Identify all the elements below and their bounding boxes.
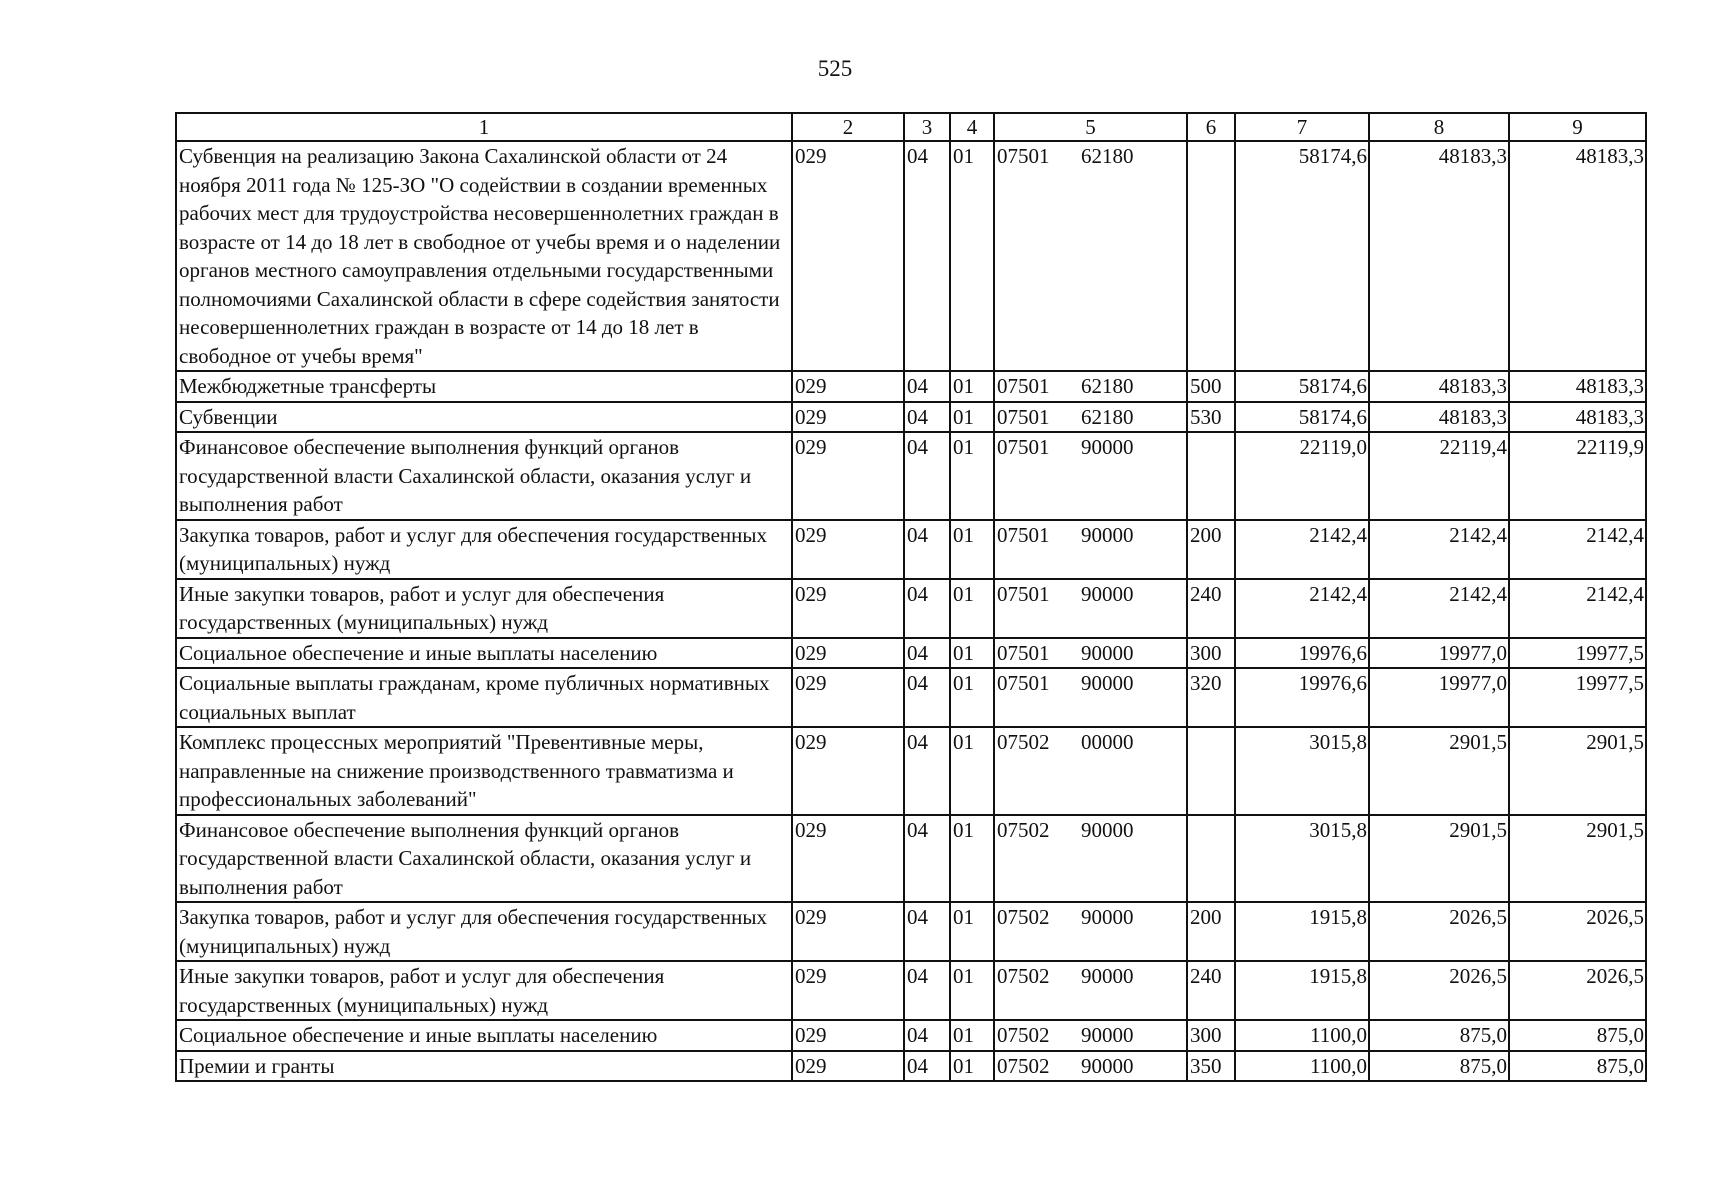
table-row bbox=[176, 402, 1646, 433]
expense-type-code: 320 bbox=[1187, 668, 1235, 727]
amount-col-9: 19977,5 bbox=[1509, 638, 1646, 669]
target-article-code: 07501 90000 bbox=[994, 432, 1187, 520]
table-row bbox=[176, 371, 1646, 402]
target-article-code: 07501 62180 bbox=[994, 371, 1187, 402]
expense-type-code: 240 bbox=[1187, 961, 1235, 1020]
target-article-code: 07501 62180 bbox=[994, 141, 1187, 371]
amount-col-8: 19977,0 bbox=[1369, 668, 1509, 727]
amount-col-7: 1915,8 bbox=[1235, 902, 1369, 961]
admin-code: 029 bbox=[792, 141, 904, 371]
target-article-code: 07502 00000 bbox=[994, 727, 1187, 815]
subsection-code: 01 bbox=[950, 520, 994, 579]
target-article-code: 07501 90000 bbox=[994, 520, 1187, 579]
row-name: Премии и гранты bbox=[176, 1051, 792, 1082]
amount-col-7: 3015,8 bbox=[1235, 815, 1369, 903]
amount-col-7: 1915,8 bbox=[1235, 961, 1369, 1020]
row-name: Социальное обеспечение и иные выплаты населению bbox=[176, 638, 792, 669]
amount-col-7: 1100,0 bbox=[1235, 1020, 1369, 1051]
amount-col-8: 22119,4 bbox=[1369, 432, 1509, 520]
table-row bbox=[176, 961, 1646, 1020]
section-code: 04 bbox=[904, 1020, 950, 1051]
amount-col-9: 2142,4 bbox=[1509, 520, 1646, 579]
row-name: Иные закупки товаров, работ и услуг для обеспечения государственных (муниципальных) нужд bbox=[176, 961, 792, 1020]
target-article-code: 07502 90000 bbox=[994, 1051, 1187, 1082]
amount-col-7: 2142,4 bbox=[1235, 579, 1369, 638]
row-name: Иные закупки товаров, работ и услуг для обеспечения государственных (муниципальных) нужд bbox=[176, 579, 792, 638]
admin-code: 029 bbox=[792, 520, 904, 579]
amount-col-8: 19977,0 bbox=[1369, 638, 1509, 669]
amount-col-8: 2142,4 bbox=[1369, 579, 1509, 638]
table-row bbox=[176, 520, 1646, 579]
amount-col-9: 2026,5 bbox=[1509, 961, 1646, 1020]
section-code: 04 bbox=[904, 402, 950, 433]
expense-type-code bbox=[1187, 141, 1235, 371]
target-article-code: 07502 90000 bbox=[994, 902, 1187, 961]
row-name: Комплекс процессных мероприятий "Превентивные меры, направленные на снижение производственного травматизма и профессиональных заболеваний" bbox=[176, 727, 792, 815]
column-header: 3 bbox=[904, 113, 950, 141]
target-article-code: 07501 90000 bbox=[994, 638, 1187, 669]
section-code: 04 bbox=[904, 579, 950, 638]
subsection-code: 01 bbox=[950, 961, 994, 1020]
amount-col-7: 22119,0 bbox=[1235, 432, 1369, 520]
amount-col-8: 48183,3 bbox=[1369, 141, 1509, 371]
row-name: Субвенция на реализацию Закона Сахалинской области от 24 ноября 2011 года № 125-ЗО "О содействии в создании временных рабочих мест для трудоустройства несовершеннолетних граждан в возрасте от 14 до 18 лет в свободное от учебы время и о наделении органов местного самоуправления отдельными государственными полномочиями Сахалинской области в сфере содействия занятости несовершеннолетних граждан в возрасте от 14 до 18 лет в свободное от учебы время" bbox=[176, 141, 792, 371]
expense-type-code: 530 bbox=[1187, 402, 1235, 433]
target-article-code: 07502 90000 bbox=[994, 815, 1187, 903]
table-row bbox=[176, 1051, 1646, 1082]
admin-code: 029 bbox=[792, 371, 904, 402]
amount-col-8: 2026,5 bbox=[1369, 961, 1509, 1020]
expense-type-code bbox=[1187, 815, 1235, 903]
admin-code: 029 bbox=[792, 1051, 904, 1082]
table-row bbox=[176, 432, 1646, 520]
subsection-code: 01 bbox=[950, 668, 994, 727]
amount-col-9: 875,0 bbox=[1509, 1020, 1646, 1051]
header-row bbox=[176, 113, 1646, 141]
admin-code: 029 bbox=[792, 961, 904, 1020]
expense-type-code: 240 bbox=[1187, 579, 1235, 638]
target-article-code: 07501 62180 bbox=[994, 402, 1187, 433]
page-number: 525 bbox=[817, 56, 853, 81]
section-code: 04 bbox=[904, 902, 950, 961]
table-row bbox=[176, 668, 1646, 727]
amount-col-8: 875,0 bbox=[1369, 1051, 1509, 1082]
row-name: Финансовое обеспечение выполнения функций органов государственной власти Сахалинской области, оказания услуг и выполнения работ bbox=[176, 432, 792, 520]
admin-code: 029 bbox=[792, 432, 904, 520]
expense-type-code: 300 bbox=[1187, 1020, 1235, 1051]
target-article-code: 07501 90000 bbox=[994, 579, 1187, 638]
row-name: Социальное обеспечение и иные выплаты населению bbox=[176, 1020, 792, 1051]
table-row bbox=[176, 638, 1646, 669]
column-header: 9 bbox=[1509, 113, 1646, 141]
column-header: 7 bbox=[1235, 113, 1369, 141]
section-code: 04 bbox=[904, 961, 950, 1020]
subsection-code: 01 bbox=[950, 579, 994, 638]
amount-col-9: 22119,9 bbox=[1509, 432, 1646, 520]
subsection-code: 01 bbox=[950, 902, 994, 961]
admin-code: 029 bbox=[792, 815, 904, 903]
target-article-code: 07502 90000 bbox=[994, 1020, 1187, 1051]
table-body bbox=[176, 141, 1646, 1081]
expense-type-code: 200 bbox=[1187, 520, 1235, 579]
amount-col-7: 58174,6 bbox=[1235, 402, 1369, 433]
admin-code: 029 bbox=[792, 668, 904, 727]
row-name: Закупка товаров, работ и услуг для обеспечения государственных (муниципальных) нужд bbox=[176, 520, 792, 579]
expense-type-code: 350 bbox=[1187, 1051, 1235, 1082]
amount-col-8: 2901,5 bbox=[1369, 727, 1509, 815]
section-code: 04 bbox=[904, 815, 950, 903]
table-row bbox=[176, 727, 1646, 815]
expense-type-code bbox=[1187, 432, 1235, 520]
amount-col-9: 48183,3 bbox=[1509, 141, 1646, 371]
column-header: 1 bbox=[176, 113, 792, 141]
section-code: 04 bbox=[904, 668, 950, 727]
amount-col-8: 48183,3 bbox=[1369, 402, 1509, 433]
row-name: Субвенции bbox=[176, 402, 792, 433]
target-article-code: 07501 90000 bbox=[994, 668, 1187, 727]
expense-type-code bbox=[1187, 727, 1235, 815]
amount-col-9: 2026,5 bbox=[1509, 902, 1646, 961]
admin-code: 029 bbox=[792, 727, 904, 815]
amount-col-7: 19976,6 bbox=[1235, 638, 1369, 669]
expense-type-code: 500 bbox=[1187, 371, 1235, 402]
row-name: Межбюджетные трансферты bbox=[176, 371, 792, 402]
subsection-code: 01 bbox=[950, 1020, 994, 1051]
row-name: Финансовое обеспечение выполнения функций органов государственной власти Сахалинской области, оказания услуг и выполнения работ bbox=[176, 815, 792, 903]
table-row bbox=[176, 141, 1646, 371]
amount-col-7: 2142,4 bbox=[1235, 520, 1369, 579]
row-name: Закупка товаров, работ и услуг для обеспечения государственных (муниципальных) нужд bbox=[176, 902, 792, 961]
amount-col-7: 3015,8 bbox=[1235, 727, 1369, 815]
admin-code: 029 bbox=[792, 902, 904, 961]
column-header: 2 bbox=[792, 113, 904, 141]
amount-col-7: 1100,0 bbox=[1235, 1051, 1369, 1082]
table-row bbox=[176, 579, 1646, 638]
subsection-code: 01 bbox=[950, 402, 994, 433]
admin-code: 029 bbox=[792, 638, 904, 669]
amount-col-9: 2142,4 bbox=[1509, 579, 1646, 638]
amount-col-8: 2026,5 bbox=[1369, 902, 1509, 961]
subsection-code: 01 bbox=[950, 815, 994, 903]
table-row bbox=[176, 902, 1646, 961]
amount-col-9: 48183,3 bbox=[1509, 371, 1646, 402]
admin-code: 029 bbox=[792, 579, 904, 638]
subsection-code: 01 bbox=[950, 141, 994, 371]
section-code: 04 bbox=[904, 141, 950, 371]
amount-col-7: 58174,6 bbox=[1235, 371, 1369, 402]
subsection-code: 01 bbox=[950, 727, 994, 815]
admin-code: 029 bbox=[792, 402, 904, 433]
amount-col-8: 48183,3 bbox=[1369, 371, 1509, 402]
amount-col-8: 875,0 bbox=[1369, 1020, 1509, 1051]
section-code: 04 bbox=[904, 371, 950, 402]
row-name: Социальные выплаты гражданам, кроме публичных нормативных социальных выплат bbox=[176, 668, 792, 727]
admin-code: 029 bbox=[792, 1020, 904, 1051]
table-row bbox=[176, 815, 1646, 903]
table-row bbox=[176, 1020, 1646, 1051]
section-code: 04 bbox=[904, 727, 950, 815]
column-header: 6 bbox=[1187, 113, 1235, 141]
amount-col-9: 48183,3 bbox=[1509, 402, 1646, 433]
expense-type-code: 300 bbox=[1187, 638, 1235, 669]
column-header: 8 bbox=[1369, 113, 1509, 141]
subsection-code: 01 bbox=[950, 638, 994, 669]
column-header: 4 bbox=[950, 113, 994, 141]
section-code: 04 bbox=[904, 520, 950, 579]
amount-col-7: 19976,6 bbox=[1235, 668, 1369, 727]
amount-col-9: 2901,5 bbox=[1509, 815, 1646, 903]
amount-col-7: 58174,6 bbox=[1235, 141, 1369, 371]
section-code: 04 bbox=[904, 638, 950, 669]
target-article-code: 07502 90000 bbox=[994, 961, 1187, 1020]
subsection-code: 01 bbox=[950, 1051, 994, 1082]
amount-col-8: 2901,5 bbox=[1369, 815, 1509, 903]
subsection-code: 01 bbox=[950, 371, 994, 402]
amount-col-9: 875,0 bbox=[1509, 1051, 1646, 1082]
section-code: 04 bbox=[904, 432, 950, 520]
subsection-code: 01 bbox=[950, 432, 994, 520]
amount-col-9: 19977,5 bbox=[1509, 668, 1646, 727]
amount-col-9: 2901,5 bbox=[1509, 727, 1646, 815]
budget-table bbox=[175, 112, 1647, 1082]
section-code: 04 bbox=[904, 1051, 950, 1082]
column-header: 5 bbox=[994, 113, 1187, 141]
amount-col-8: 2142,4 bbox=[1369, 520, 1509, 579]
expense-type-code: 200 bbox=[1187, 902, 1235, 961]
